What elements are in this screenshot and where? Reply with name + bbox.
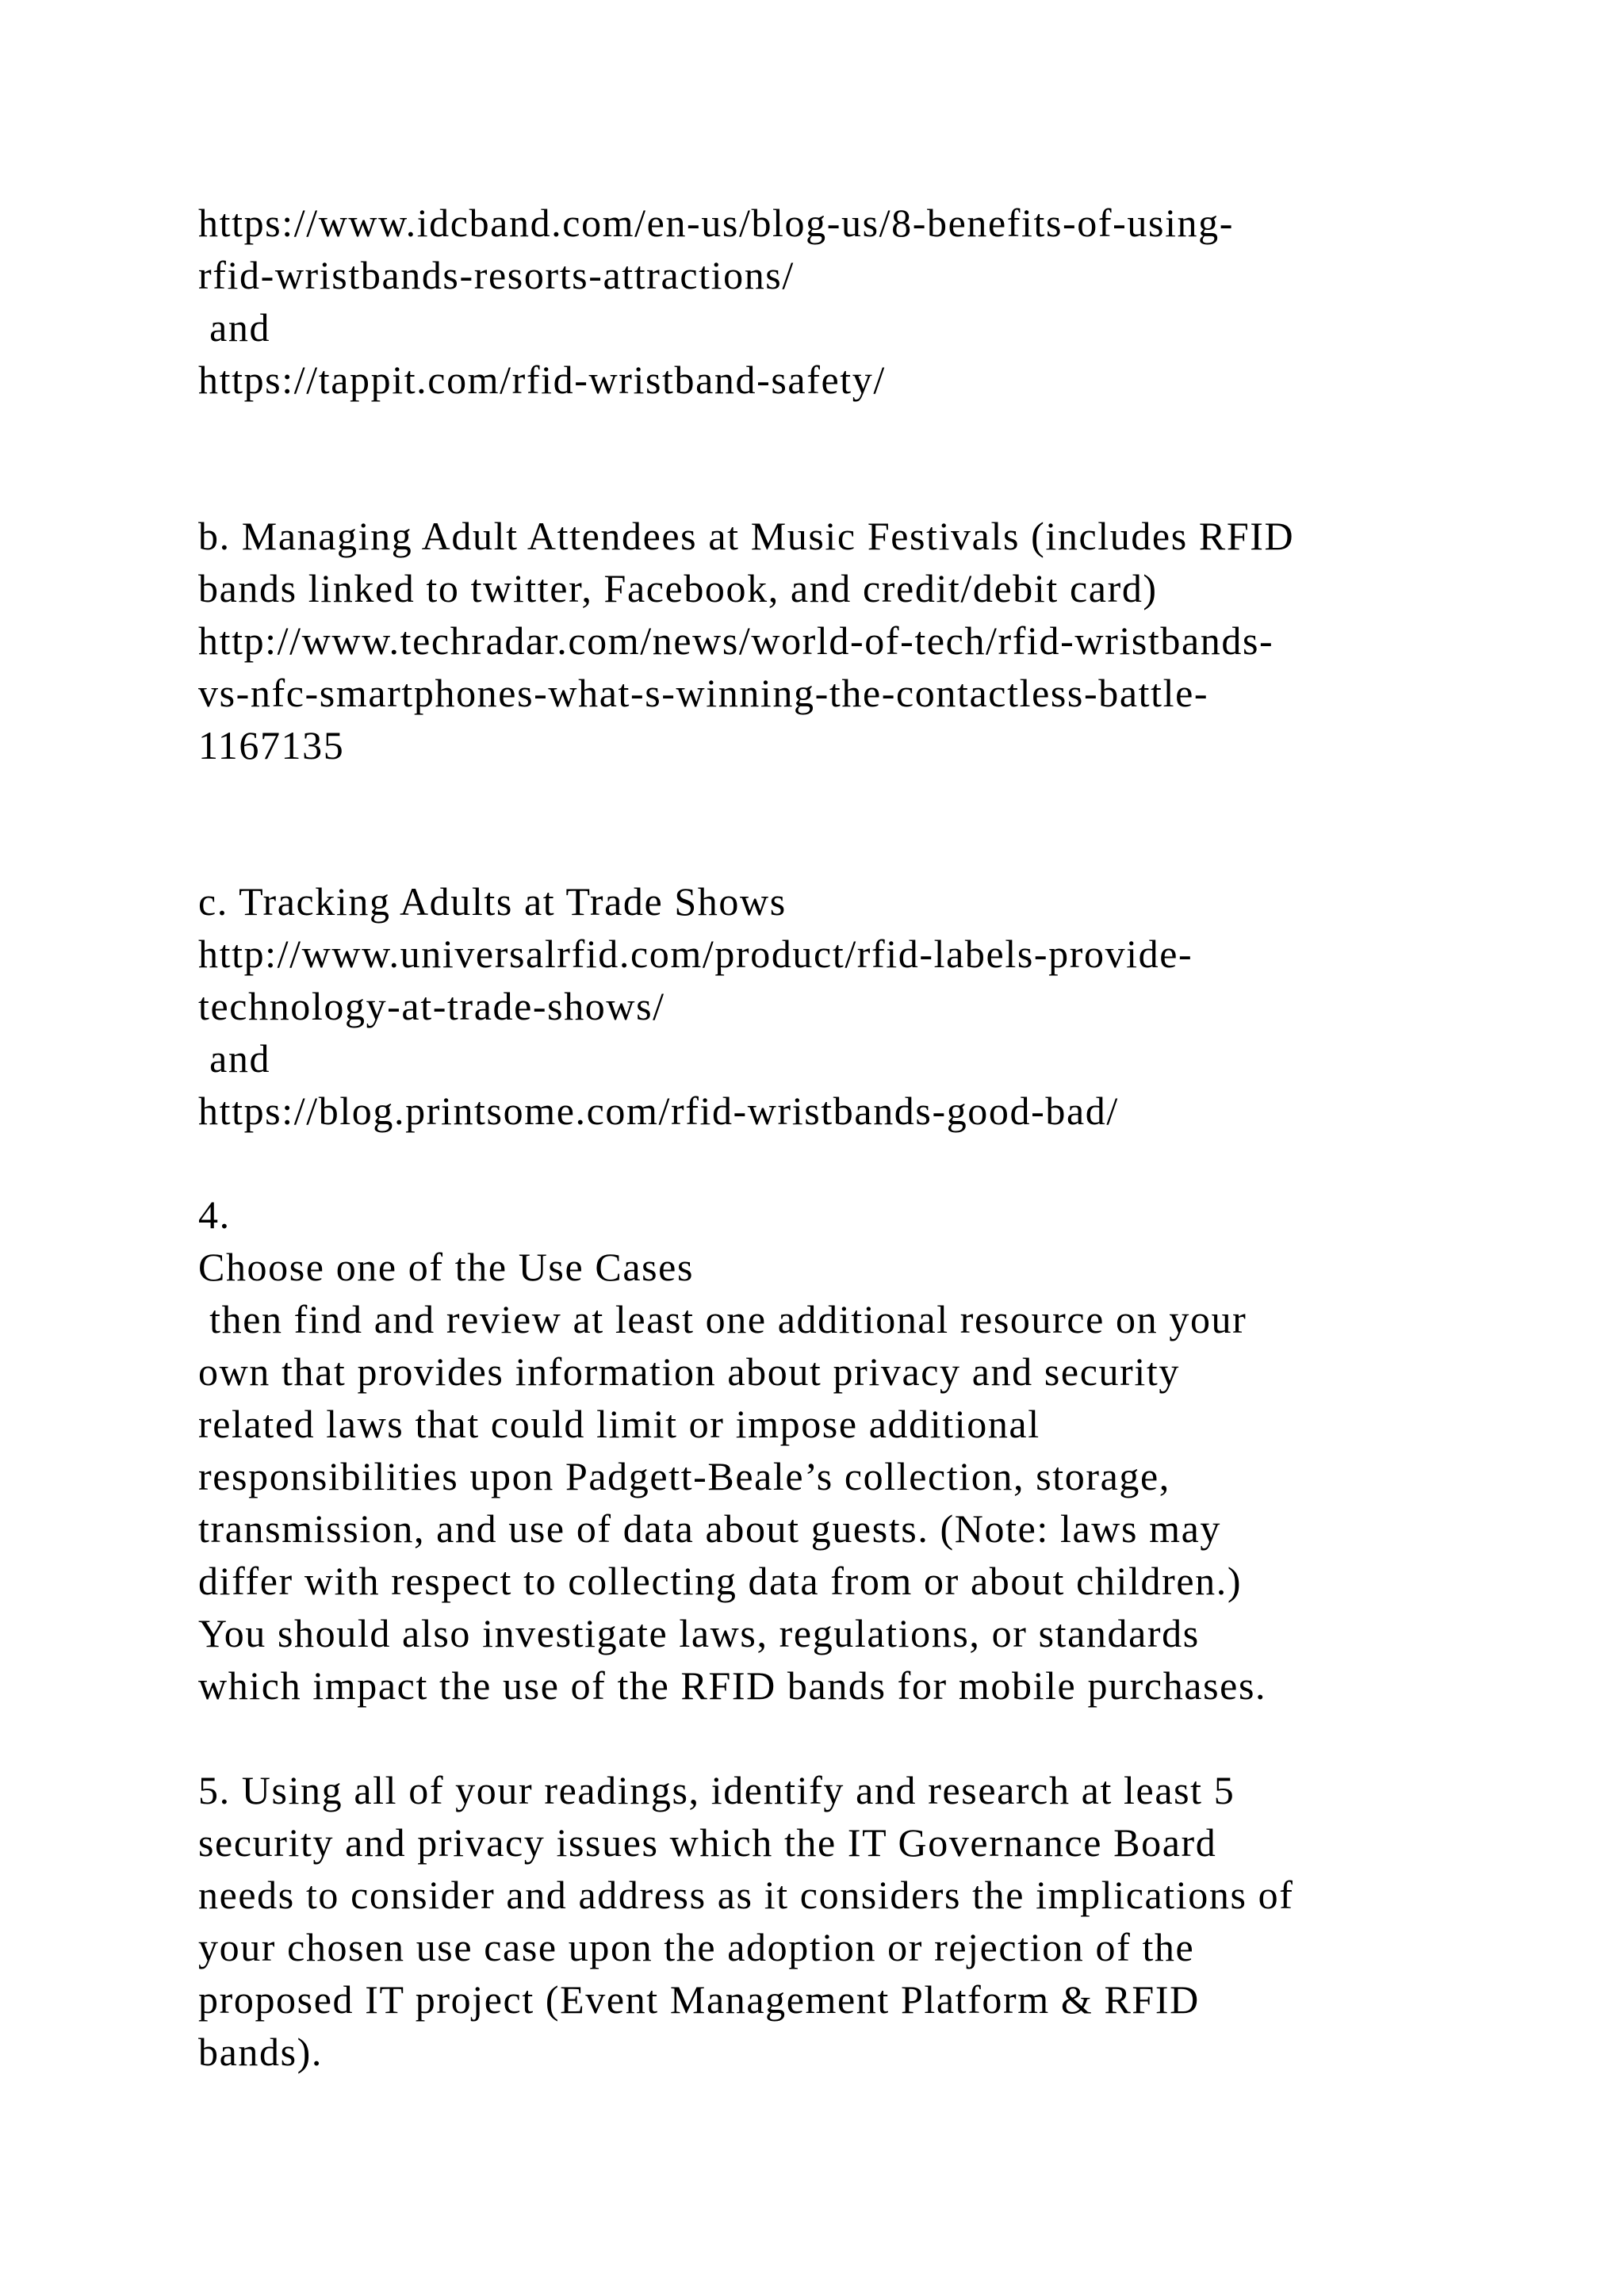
- use-case-c-heading: c. Tracking Adults at Trade Shows: [198, 879, 787, 924]
- item-4-text-line: related laws that could limit or impose additional: [198, 1402, 1040, 1446]
- url-idcband-line-2: rfid-wristbands-resorts-attractions/: [198, 253, 795, 297]
- url-universalrfid-line-1: http://www.universalrfid.com/product/rfid-labels-provide-: [198, 932, 1193, 976]
- url-printsome: https://blog.printsome.com/rfid-wristbands-good-bad/: [198, 1089, 1119, 1133]
- url-techradar-line-1: http://www.techradar.com/news/world-of-tech/rfid-wristbands-: [198, 618, 1274, 663]
- item-5-text-line: your chosen use case upon the adoption or rejection of the: [198, 1925, 1195, 1969]
- item-4-text-line: then find and review at least one additional resource on your: [198, 1297, 1247, 1341]
- url-tappit: https://tappit.com/rfid-wristband-safety/: [198, 358, 886, 402]
- item-5-text-line: 5. Using all of your readings, identify and research at least 5: [198, 1768, 1235, 1812]
- item-4-text-line: responsibilities upon Padgett-Beale’s collection, storage,: [198, 1454, 1170, 1498]
- item-5-text-line: needs to consider and address as it considers the implications of: [198, 1873, 1294, 1917]
- connector-and: and: [198, 305, 271, 350]
- url-universalrfid-line-2: technology-at-trade-shows/: [198, 984, 665, 1028]
- item-5-text-line: bands).: [198, 2030, 324, 2074]
- url-idcband-line-1: https://www.idcband.com/en-us/blog-us/8-benefits-of-using-: [198, 201, 1235, 245]
- connector-and: and: [198, 1036, 271, 1081]
- item-4-text-line: Choose one of the Use Cases: [198, 1245, 695, 1289]
- use-case-b-heading-line-2: bands linked to twitter, Facebook, and credit/debit card): [198, 566, 1158, 610]
- item-5-text-line: proposed IT project (Event Management Platform & RFID: [198, 1977, 1200, 2022]
- item-4-text-line: own that provides information about privacy and security: [198, 1349, 1180, 1394]
- item-5-text-line: security and privacy issues which the IT Governance Board: [198, 1820, 1217, 1865]
- use-case-b-heading-line-1: b. Managing Adult Attendees at Music Festivals (includes RFID: [198, 514, 1295, 558]
- url-techradar-line-2: vs-nfc-smartphones-what-s-winning-the-contactless-battle-: [198, 671, 1209, 715]
- item-4-text-line: which impact the use of the RFID bands for mobile purchases.: [198, 1663, 1267, 1708]
- item-4-text-line: You should also investigate laws, regulations, or standards: [198, 1611, 1200, 1655]
- url-techradar-line-3: 1167135: [198, 723, 345, 767]
- item-4-text-line: differ with respect to collecting data from or about children.): [198, 1559, 1243, 1603]
- item-4-text-line: transmission, and use of data about guests. (Note: laws may: [198, 1506, 1222, 1551]
- item-4-number: 4.: [198, 1192, 231, 1237]
